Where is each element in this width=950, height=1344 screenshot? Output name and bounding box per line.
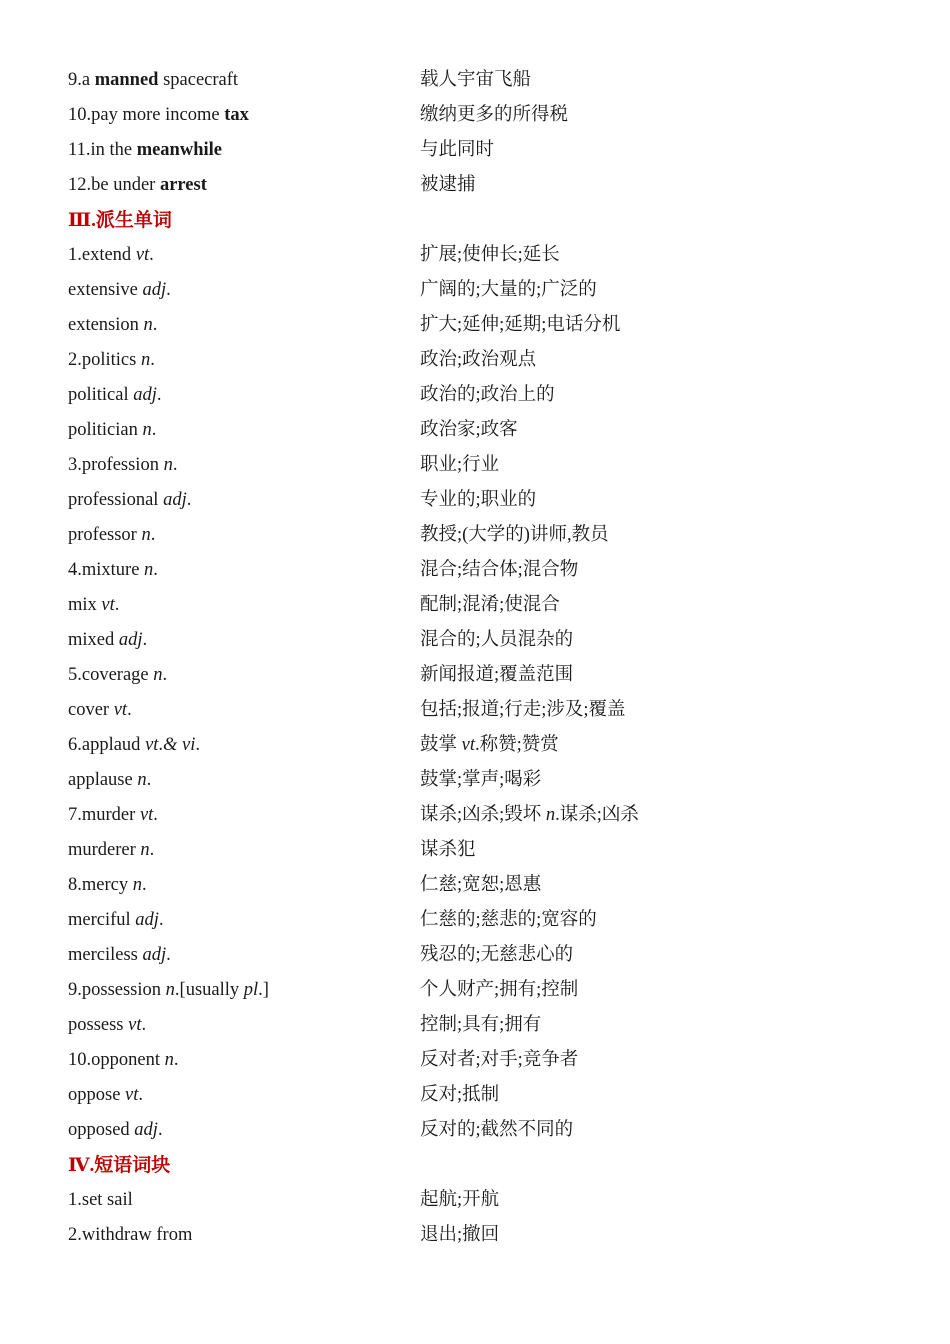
vocab-entry <box>68 973 888 1008</box>
english-term <box>68 98 249 133</box>
text-segment: .称赞;赞赏 <box>475 735 559 755</box>
text-segment: n <box>144 560 154 580</box>
text-segment: professor <box>68 525 142 545</box>
vocab-entry <box>68 588 888 623</box>
chinese-meaning: 包括;报道;行走;涉及;覆盖 <box>420 700 626 720</box>
english-term <box>68 798 158 833</box>
english-term <box>68 623 147 658</box>
english-term <box>68 168 207 203</box>
text-segment: merciful <box>68 910 136 930</box>
chinese-meaning: 仁慈;宽恕;恩惠 <box>420 875 542 895</box>
vocab-entry <box>68 273 888 308</box>
text-segment: .] <box>258 980 269 1000</box>
english-term <box>68 1113 163 1148</box>
text-segment: 1.set sail <box>68 1190 133 1210</box>
english-term <box>68 588 119 623</box>
chinese-meaning: 起航;开航 <box>420 1190 500 1210</box>
chinese-meaning: 配制;混淆;使混合 <box>420 595 560 615</box>
text-segment: vt <box>461 735 475 755</box>
text-segment: . <box>114 595 120 615</box>
text-segment: 7.murder <box>68 805 140 825</box>
text-segment: meanwhile <box>136 140 222 160</box>
english-term <box>68 483 191 518</box>
vocab-entry <box>68 1078 888 1113</box>
text-segment: vt <box>113 700 128 720</box>
chinese-meaning: 仁慈的;慈悲的;宽容的 <box>420 910 597 930</box>
english-term <box>68 693 132 728</box>
english-term <box>68 63 238 98</box>
text-segment: 10.pay more income <box>68 105 225 125</box>
text-segment: n <box>153 665 163 685</box>
text-segment: 5.coverage <box>68 665 154 685</box>
text-segment: spacecraft <box>158 70 239 90</box>
text-segment: tax <box>224 105 249 125</box>
chinese-meaning: 混合的;人员混杂的 <box>420 630 574 650</box>
text-segment: . <box>150 350 155 370</box>
english-term <box>68 1183 133 1218</box>
text-segment: 鼓掌 <box>420 735 462 755</box>
vocab-entry <box>68 693 888 728</box>
text-segment: 2.politics <box>68 350 141 370</box>
chinese-meaning: 鼓掌;掌声;喝彩 <box>420 770 542 790</box>
vocab-entry <box>68 1008 888 1043</box>
text-segment: vt <box>139 805 154 825</box>
text-segment: . <box>158 910 164 930</box>
english-term <box>68 553 158 588</box>
text-segment: applause <box>68 770 138 790</box>
english-term <box>68 308 157 343</box>
text-segment: . <box>142 630 148 650</box>
text-segment: vt <box>128 1015 142 1035</box>
chinese-meaning <box>420 798 639 833</box>
text-segment: . <box>166 280 171 300</box>
text-segment: n <box>143 315 153 335</box>
vocab-entry <box>68 343 888 378</box>
text-segment: 1.extend <box>68 245 136 265</box>
text-segment: 谋杀;凶杀;毁坏 <box>420 805 546 825</box>
vocab-entry <box>68 833 888 868</box>
chinese-meaning <box>420 728 559 763</box>
chinese-meaning: 载人宇宙飞船 <box>420 70 532 90</box>
text-segment: n <box>140 350 151 370</box>
vocab-entry <box>68 1218 888 1253</box>
text-segment: 2.withdraw from <box>68 1225 193 1245</box>
text-segment: n <box>137 770 147 790</box>
text-segment: 10.opponent <box>68 1050 165 1070</box>
vocab-entry <box>68 378 888 413</box>
english-term <box>68 413 156 448</box>
english-term <box>68 378 162 413</box>
vocab-entry <box>68 658 888 693</box>
text-segment: . <box>141 1015 147 1035</box>
vocab-entry <box>68 98 888 133</box>
text-segment: pl <box>243 980 259 1000</box>
text-segment: . <box>149 245 154 265</box>
text-segment: . <box>172 455 178 475</box>
text-segment: . <box>149 840 155 860</box>
text-segment: n <box>545 805 556 825</box>
chinese-meaning: 职业;行业 <box>420 455 500 475</box>
vocab-entry <box>68 238 888 273</box>
text-segment: . <box>141 875 147 895</box>
text-segment: mix <box>68 595 102 615</box>
vocab-entry <box>68 1043 888 1078</box>
text-segment: adj <box>163 490 187 510</box>
text-segment: 9.possession <box>68 980 166 1000</box>
text-segment: n <box>165 980 175 1000</box>
text-segment: n <box>142 420 152 440</box>
text-segment: murderer <box>68 840 141 860</box>
vocab-entry <box>68 63 888 98</box>
vocab-entry <box>68 623 888 658</box>
text-segment: possess <box>68 1015 129 1035</box>
chinese-meaning: 政治家;政客 <box>420 420 518 440</box>
vocab-entry <box>68 133 888 168</box>
text-segment: . <box>151 420 157 440</box>
text-segment: 11.in the <box>68 140 137 160</box>
text-segment: 4.mixture <box>68 560 145 580</box>
vocab-entry <box>68 798 888 833</box>
chinese-meaning: 政治的;政治上的 <box>420 385 555 405</box>
english-term <box>68 518 155 553</box>
text-segment: vt <box>135 245 150 265</box>
chinese-meaning: 混合;结合体;混合物 <box>420 560 579 580</box>
chinese-meaning: 缴纳更多的所得税 <box>420 105 569 125</box>
chinese-meaning: 谋杀犯 <box>420 840 476 860</box>
chinese-meaning: 被逮捕 <box>420 175 476 195</box>
text-segment: 8.mercy <box>68 875 133 895</box>
vocabulary-page <box>68 63 888 1253</box>
english-term <box>68 273 171 308</box>
text-segment: cover <box>68 700 114 720</box>
text-segment: adj <box>118 630 143 650</box>
vocab-entry <box>68 903 888 938</box>
text-segment: opposed <box>68 1120 135 1140</box>
chinese-meaning: 扩大;延伸;延期;电话分机 <box>420 315 621 335</box>
text-segment: n <box>141 525 151 545</box>
text-segment: & vi <box>163 735 196 755</box>
english-term <box>68 448 177 483</box>
text-segment: . <box>158 735 164 755</box>
text-segment: . <box>152 315 158 335</box>
chinese-meaning: 广阔的;大量的;广泛的 <box>420 280 597 300</box>
text-segment: . <box>162 665 168 685</box>
section-heading: Ⅳ.短语词块 <box>68 1155 171 1176</box>
text-segment: manned <box>94 70 159 90</box>
text-segment: . <box>127 700 132 720</box>
text-segment: .[usually <box>174 980 244 1000</box>
vocab-entry <box>68 448 888 483</box>
english-term <box>68 973 269 1008</box>
text-segment: adj <box>134 1120 158 1140</box>
section-heading: Ⅲ.派生单词 <box>68 210 172 231</box>
vocab-entry <box>68 553 888 588</box>
chinese-meaning: 反对者;对手;竞争者 <box>420 1050 579 1070</box>
chinese-meaning: 政治;政治观点 <box>420 350 537 370</box>
english-term <box>68 938 171 973</box>
vocab-entry <box>68 728 888 763</box>
chinese-meaning: 残忍的;无慈悲心的 <box>420 945 574 965</box>
text-segment: adj <box>133 385 157 405</box>
chinese-meaning: 退出;撤回 <box>420 1225 500 1245</box>
english-term <box>68 343 155 378</box>
chinese-meaning: 个人财产;拥有;控制 <box>420 980 579 1000</box>
english-term <box>68 763 151 798</box>
text-segment: adj <box>135 910 159 930</box>
vocab-entry <box>68 938 888 973</box>
vocab-entry <box>68 868 888 903</box>
chinese-meaning: 新闻报道;覆盖范围 <box>420 665 574 685</box>
chinese-meaning: 专业的;职业的 <box>420 490 537 510</box>
chinese-meaning: 扩展;使伸长;延长 <box>420 245 560 265</box>
english-term <box>68 868 147 903</box>
text-segment: . <box>153 805 158 825</box>
text-segment: oppose <box>68 1085 126 1105</box>
text-segment: . <box>138 1085 144 1105</box>
text-segment: . <box>146 770 152 790</box>
text-segment: extensive <box>68 280 143 300</box>
text-segment: . <box>195 735 201 755</box>
text-segment: . <box>166 945 171 965</box>
english-term <box>68 833 154 868</box>
text-segment: n <box>140 840 150 860</box>
vocab-entry <box>68 518 888 553</box>
text-segment: . <box>153 560 158 580</box>
english-term <box>68 903 164 938</box>
text-segment: . <box>157 1120 163 1140</box>
text-segment: 6.applaud <box>68 735 146 755</box>
chinese-meaning: 与此同时 <box>420 140 495 160</box>
text-segment: vt <box>101 595 115 615</box>
english-term <box>68 658 167 693</box>
text-segment: . <box>156 385 162 405</box>
vocab-entry <box>68 1183 888 1218</box>
english-term <box>68 728 200 763</box>
vocab-entry <box>68 483 888 518</box>
text-segment: adj <box>142 280 167 300</box>
text-segment: merciless <box>68 945 143 965</box>
chinese-meaning: 反对;抵制 <box>420 1085 500 1105</box>
english-term <box>68 133 222 168</box>
vocab-entry <box>68 763 888 798</box>
chinese-meaning: 控制;具有;拥有 <box>420 1015 542 1035</box>
text-segment: n <box>164 1050 174 1070</box>
text-segment: extension <box>68 315 144 335</box>
text-segment: vt <box>145 735 159 755</box>
text-segment: arrest <box>159 175 207 195</box>
text-segment: mixed <box>68 630 119 650</box>
text-segment: . <box>150 525 156 545</box>
english-term <box>68 1218 192 1253</box>
english-term <box>68 1078 143 1113</box>
vocab-entry <box>68 413 888 448</box>
vocab-entry <box>68 1113 888 1148</box>
text-segment: 3.profession <box>68 455 164 475</box>
english-term <box>68 238 154 273</box>
text-segment: political <box>68 385 134 405</box>
text-segment: . <box>173 1050 179 1070</box>
text-segment: . <box>186 490 192 510</box>
english-term <box>68 1043 178 1078</box>
english-term <box>68 1008 146 1043</box>
vocab-entry <box>68 308 888 343</box>
chinese-meaning: 反对的;截然不同的 <box>420 1120 574 1140</box>
text-segment: n <box>132 875 142 895</box>
text-segment: .谋杀;凶杀 <box>555 805 639 825</box>
text-segment: 9.a <box>68 70 95 90</box>
text-segment: adj <box>142 945 167 965</box>
text-segment: politician <box>68 420 143 440</box>
vocab-entry <box>68 168 888 203</box>
text-segment: 12.be under <box>68 175 160 195</box>
text-segment: vt <box>125 1085 139 1105</box>
text-segment: professional <box>68 490 164 510</box>
text-segment: n <box>163 455 173 475</box>
chinese-meaning: 教授;(大学的)讲师,教员 <box>420 525 609 545</box>
